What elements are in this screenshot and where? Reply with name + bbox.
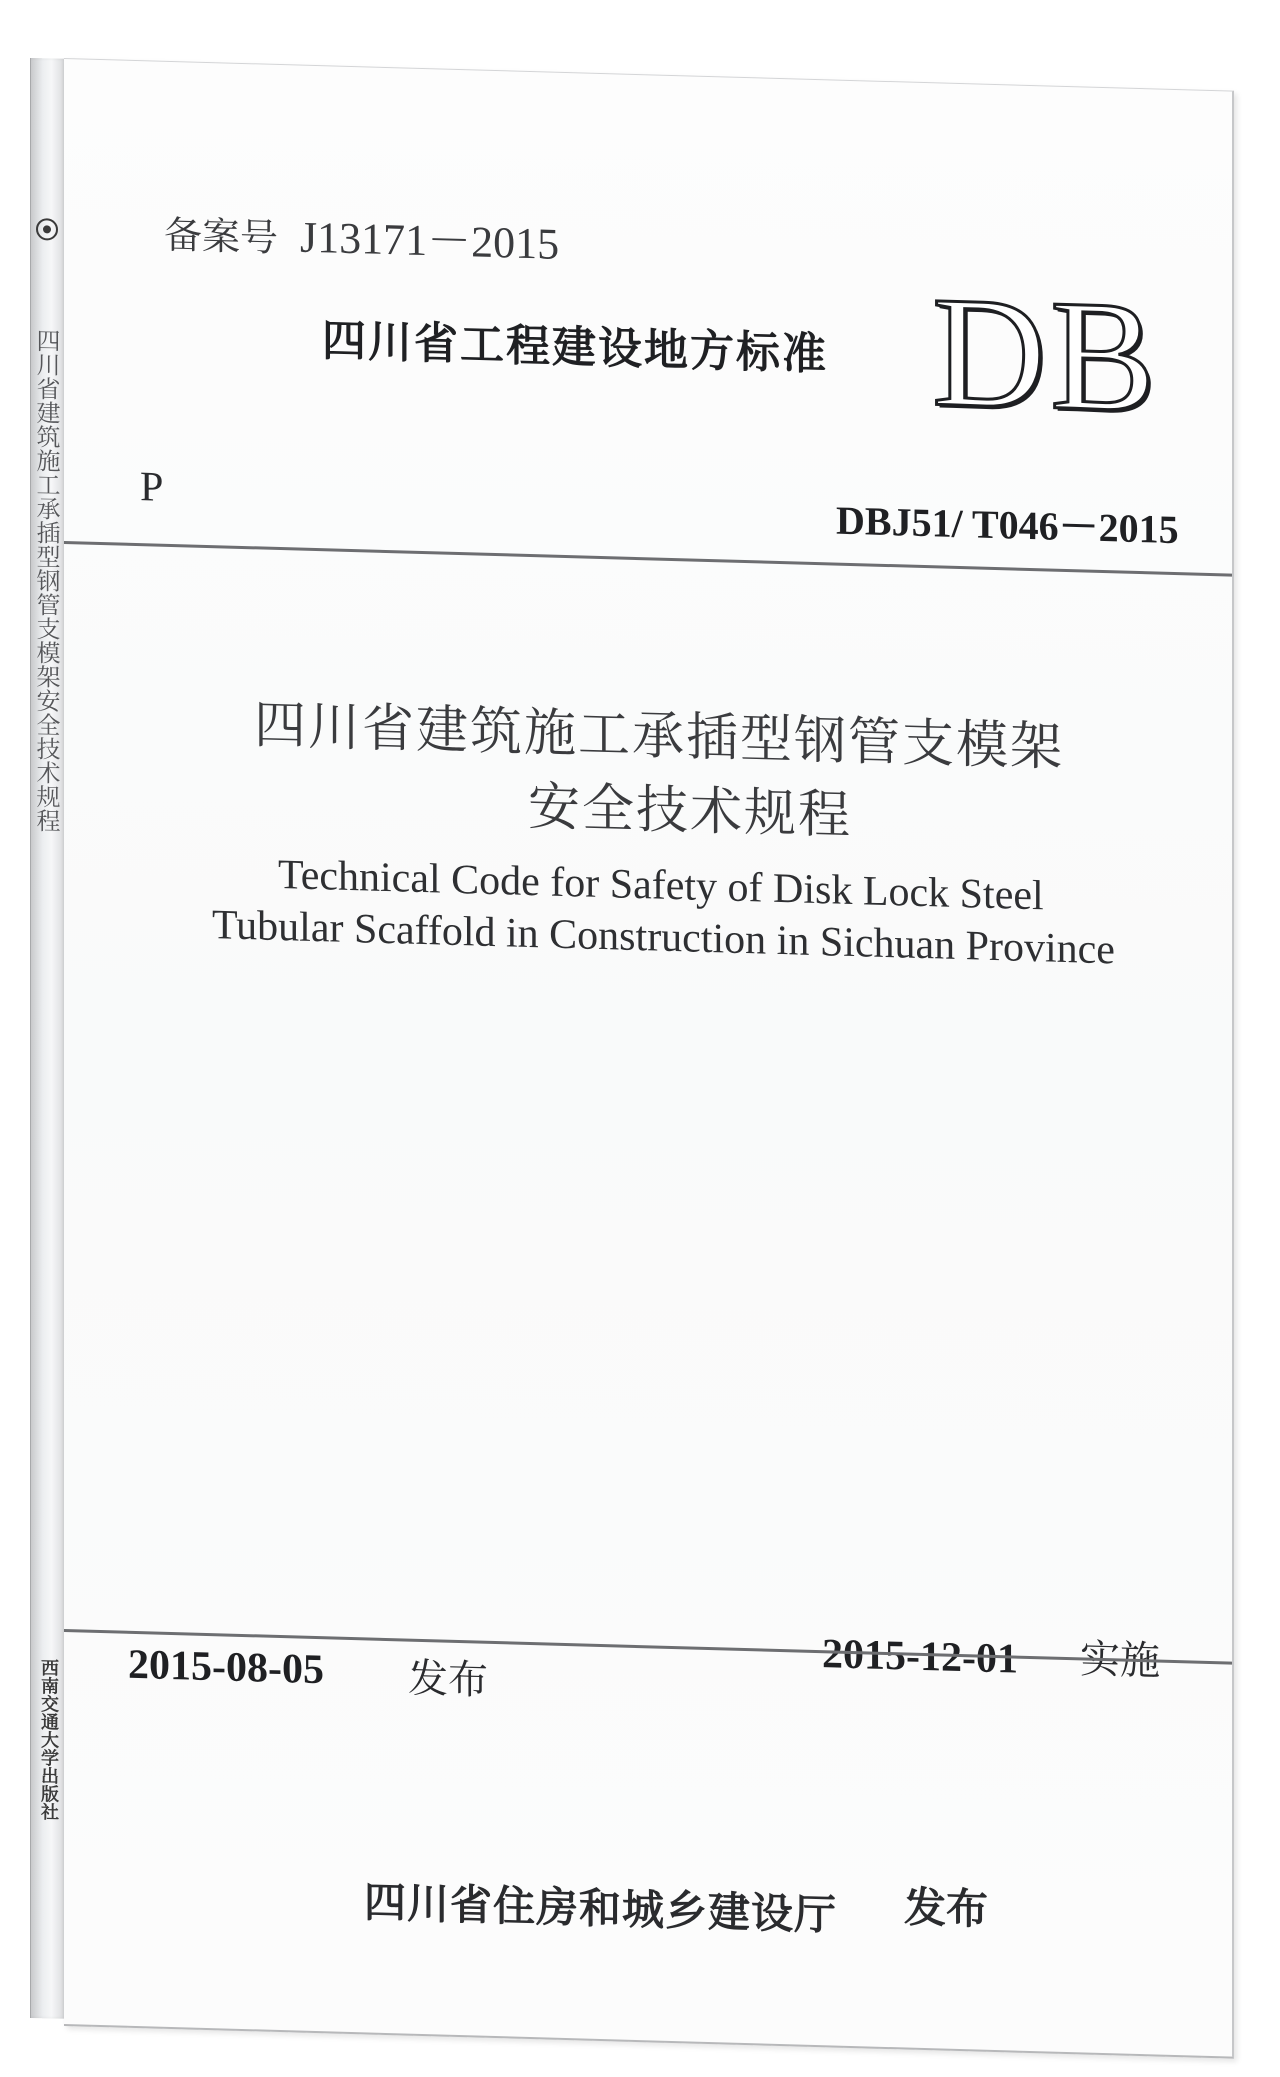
category-code: P (140, 464, 164, 511)
db-mark: DB (932, 264, 1160, 446)
standard-code: DBJ51/ T046－2015 (836, 497, 1179, 553)
record-label: 备案号 (164, 212, 279, 260)
record-number (164, 197, 559, 272)
implement-label: 实施 (1080, 1636, 1160, 1685)
spine-publisher: 西南交通大学出版社 (38, 1658, 59, 1821)
record-number-value: J13171－2015 (300, 212, 560, 269)
publisher-logo-icon (36, 218, 58, 240)
title-en-line2: Tubular Scaffold in Construction in Sichuan Province (212, 902, 1115, 974)
implement-date: 2015-12-01 (822, 1631, 1018, 1683)
standard-label: 四川省工程建设地方标准 (322, 315, 828, 381)
book-spine (30, 58, 65, 2019)
issue-date: 2015-08-05 (128, 1641, 324, 1694)
spine-title: 四川省建筑施工承插型钢管支模架安全技术规程 (32, 328, 60, 833)
title-zh-line1: 四川省建筑施工承插型钢管支模架 (254, 695, 1065, 778)
title-en-line1: Technical Code for Safety of Disk Lock Steel (278, 851, 1044, 920)
front-cover (64, 58, 1234, 2059)
publisher-label: 发布 (904, 1882, 989, 1934)
title-zh-line2: 安全技术规程 (528, 776, 853, 847)
publisher-name: 四川省住房和城乡建设厅 (364, 1877, 838, 1940)
issue-label: 发布 (408, 1655, 488, 1704)
